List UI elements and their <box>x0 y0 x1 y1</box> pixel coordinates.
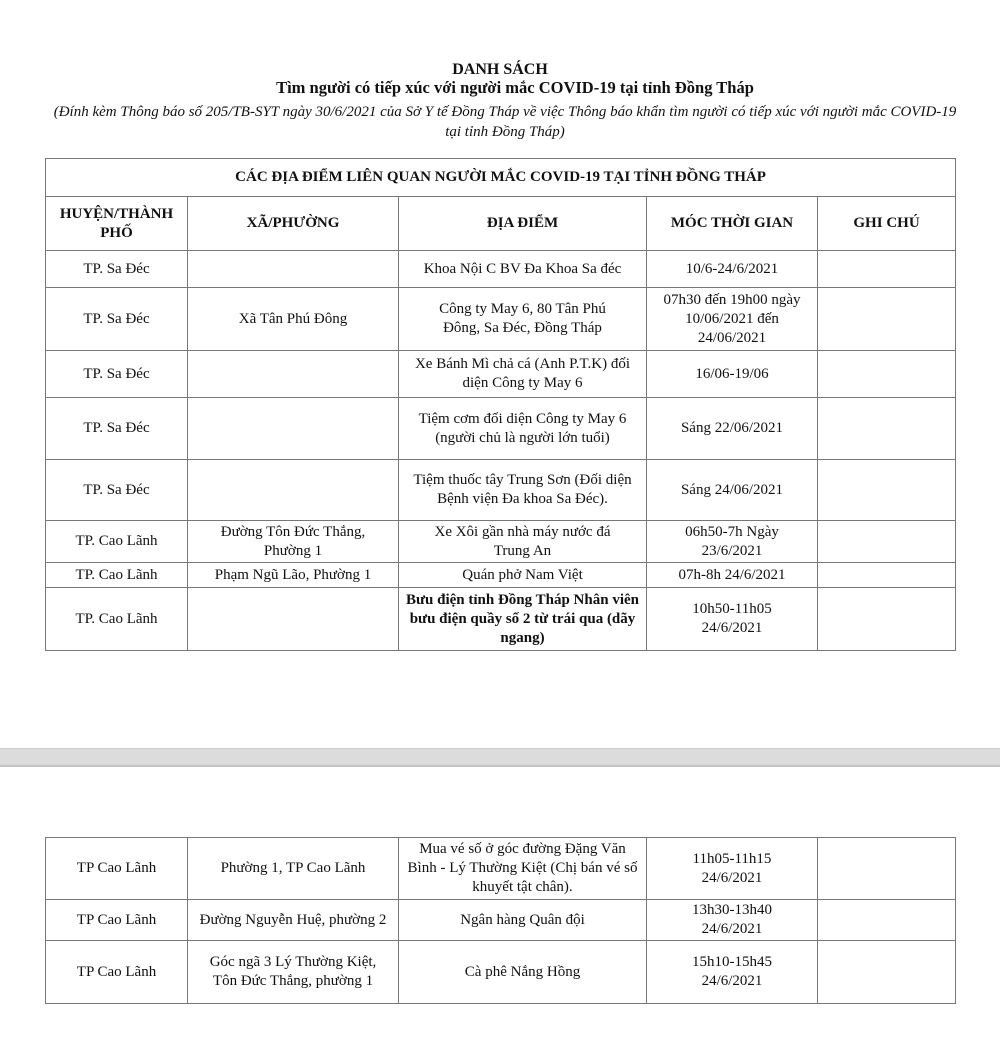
cell-district: TP. Sa Đéc <box>46 251 188 288</box>
page-separator <box>0 748 1000 767</box>
table-row <box>46 251 956 288</box>
table-row <box>46 900 956 941</box>
cell-time: 15h10-15h45 24/6/2021 <box>647 941 818 1004</box>
cell-note <box>818 588 956 651</box>
table-row <box>46 288 956 351</box>
cell-place: Ngân hàng Quân đội <box>399 900 647 941</box>
cell-place: Cà phê Nắng Hồng <box>399 941 647 1004</box>
locations-table <box>45 158 956 651</box>
cell-place: Mua vé số ở góc đường Đặng Văn Bình - Lý Thường Kiệt (Chị bán vé số khuyết tật chân). <box>399 838 647 900</box>
cell-ward: Đường Nguyễn Huệ, phường 2 <box>188 900 399 941</box>
cell-place: Quán phở Nam Việt <box>399 563 647 588</box>
cell-ward <box>188 588 399 651</box>
cell-ward: Xã Tân Phú Đông <box>188 288 399 351</box>
cell-ward <box>188 398 399 460</box>
cell-place: Tiệm cơm đối diện Công ty May 6 (người chủ là người lớn tuổi) <box>399 398 647 460</box>
locations-table-continued <box>45 837 956 1004</box>
cell-district: TP Cao Lãnh <box>46 900 188 941</box>
cell-place: Tiệm thuốc tây Trung Sơn (Đối diện Bệnh viện Đa khoa Sa Đéc). <box>399 460 647 521</box>
table-caption: CÁC ĐỊA ĐIỂM LIÊN QUAN NGƯỜI MẮC COVID-19 TẠI TỈNH ĐỒNG THÁP <box>46 159 956 197</box>
cell-note <box>818 521 956 563</box>
cell-ward: Phường 1, TP Cao Lãnh <box>188 838 399 900</box>
cell-district: TP. Sa Đéc <box>46 398 188 460</box>
table-row <box>46 398 956 460</box>
cell-time: 16/06-19/06 <box>647 351 818 398</box>
cell-note <box>818 351 956 398</box>
cell-place: Xe Bánh Mì chả cá (Anh P.T.K) đối diện Công ty May 6 <box>399 351 647 398</box>
cell-district: TP. Cao Lãnh <box>46 563 188 588</box>
cell-district: TP. Cao Lãnh <box>46 521 188 563</box>
cell-place: Khoa Nội C BV Đa Khoa Sa đéc <box>399 251 647 288</box>
cell-ward <box>188 251 399 288</box>
column-header-district: HUYỆN/THÀNH PHỐ <box>46 197 188 251</box>
cell-time: 07h-8h 24/6/2021 <box>647 563 818 588</box>
table-row <box>46 563 956 588</box>
cell-time: Sáng 24/06/2021 <box>647 460 818 521</box>
column-header-place: ĐỊA ĐIỂM <box>399 197 647 251</box>
cell-district: TP. Sa Đéc <box>46 460 188 521</box>
cell-place: Xe Xôi gần nhà máy nước đá Trung An <box>399 521 647 563</box>
cell-time: 10h50-11h05 24/6/2021 <box>647 588 818 651</box>
cell-ward <box>188 460 399 521</box>
table-row <box>46 521 956 563</box>
cell-note <box>818 288 956 351</box>
cell-ward <box>188 351 399 398</box>
cell-time: 13h30-13h40 24/6/2021 <box>647 900 818 941</box>
document-title: DANH SÁCH <box>452 61 548 78</box>
cell-note <box>818 941 956 1004</box>
cell-note <box>818 838 956 900</box>
cell-note <box>818 563 956 588</box>
table-row <box>46 460 956 521</box>
table-row <box>46 351 956 398</box>
cell-note <box>818 398 956 460</box>
column-header-note: GHI CHÚ <box>818 197 956 251</box>
cell-note <box>818 251 956 288</box>
cell-time: 06h50-7h Ngày 23/6/2021 <box>647 521 818 563</box>
cell-place: Công ty May 6, 80 Tân Phú Đông, Sa Đéc, Đồng Tháp <box>399 288 647 351</box>
cell-time: 10/6-24/6/2021 <box>647 251 818 288</box>
cell-district: TP. Sa Đéc <box>46 351 188 398</box>
cell-ward: Phạm Ngũ Lão, Phường 1 <box>188 563 399 588</box>
cell-note <box>818 460 956 521</box>
document-subtitle: Tìm người có tiếp xúc với người mắc COVID-19 tại tỉnh Đồng Tháp <box>276 78 754 97</box>
cell-time: 07h30 đến 19h00 ngày 10/06/2021 đến 24/06/2021 <box>647 288 818 351</box>
cell-district: TP. Sa Đéc <box>46 288 188 351</box>
cell-time: 11h05-11h15 24/6/2021 <box>647 838 818 900</box>
table-row <box>46 838 956 900</box>
cell-ward: Góc ngã 3 Lý Thường Kiệt, Tôn Đức Thắng, phường 1 <box>188 941 399 1004</box>
cell-ward: Đường Tôn Đức Thắng, Phường 1 <box>188 521 399 563</box>
cell-district: TP Cao Lãnh <box>46 838 188 900</box>
table-row <box>46 941 956 1004</box>
document-note: (Đính kèm Thông báo số 205/TB-SYT ngày 30/6/2021 của Sở Y tế Đồng Tháp về việc Thông báo khẩn tìm người có tiếp xúc với người mắc COVID-19 tại tỉnh Đồng Tháp) <box>53 104 957 140</box>
cell-time: Sáng 22/06/2021 <box>647 398 818 460</box>
cell-place: Bưu điện tỉnh Đồng Tháp Nhân viên bưu điện quầy số 2 từ trái qua (dãy ngang) <box>399 588 647 651</box>
table-row <box>46 588 956 651</box>
column-header-time: MÓC THỜI GIAN <box>647 197 818 251</box>
cell-note <box>818 900 956 941</box>
cell-district: TP Cao Lãnh <box>46 941 188 1004</box>
cell-district: TP. Cao Lãnh <box>46 588 188 651</box>
column-header-ward: XÃ/PHƯỜNG <box>188 197 399 251</box>
